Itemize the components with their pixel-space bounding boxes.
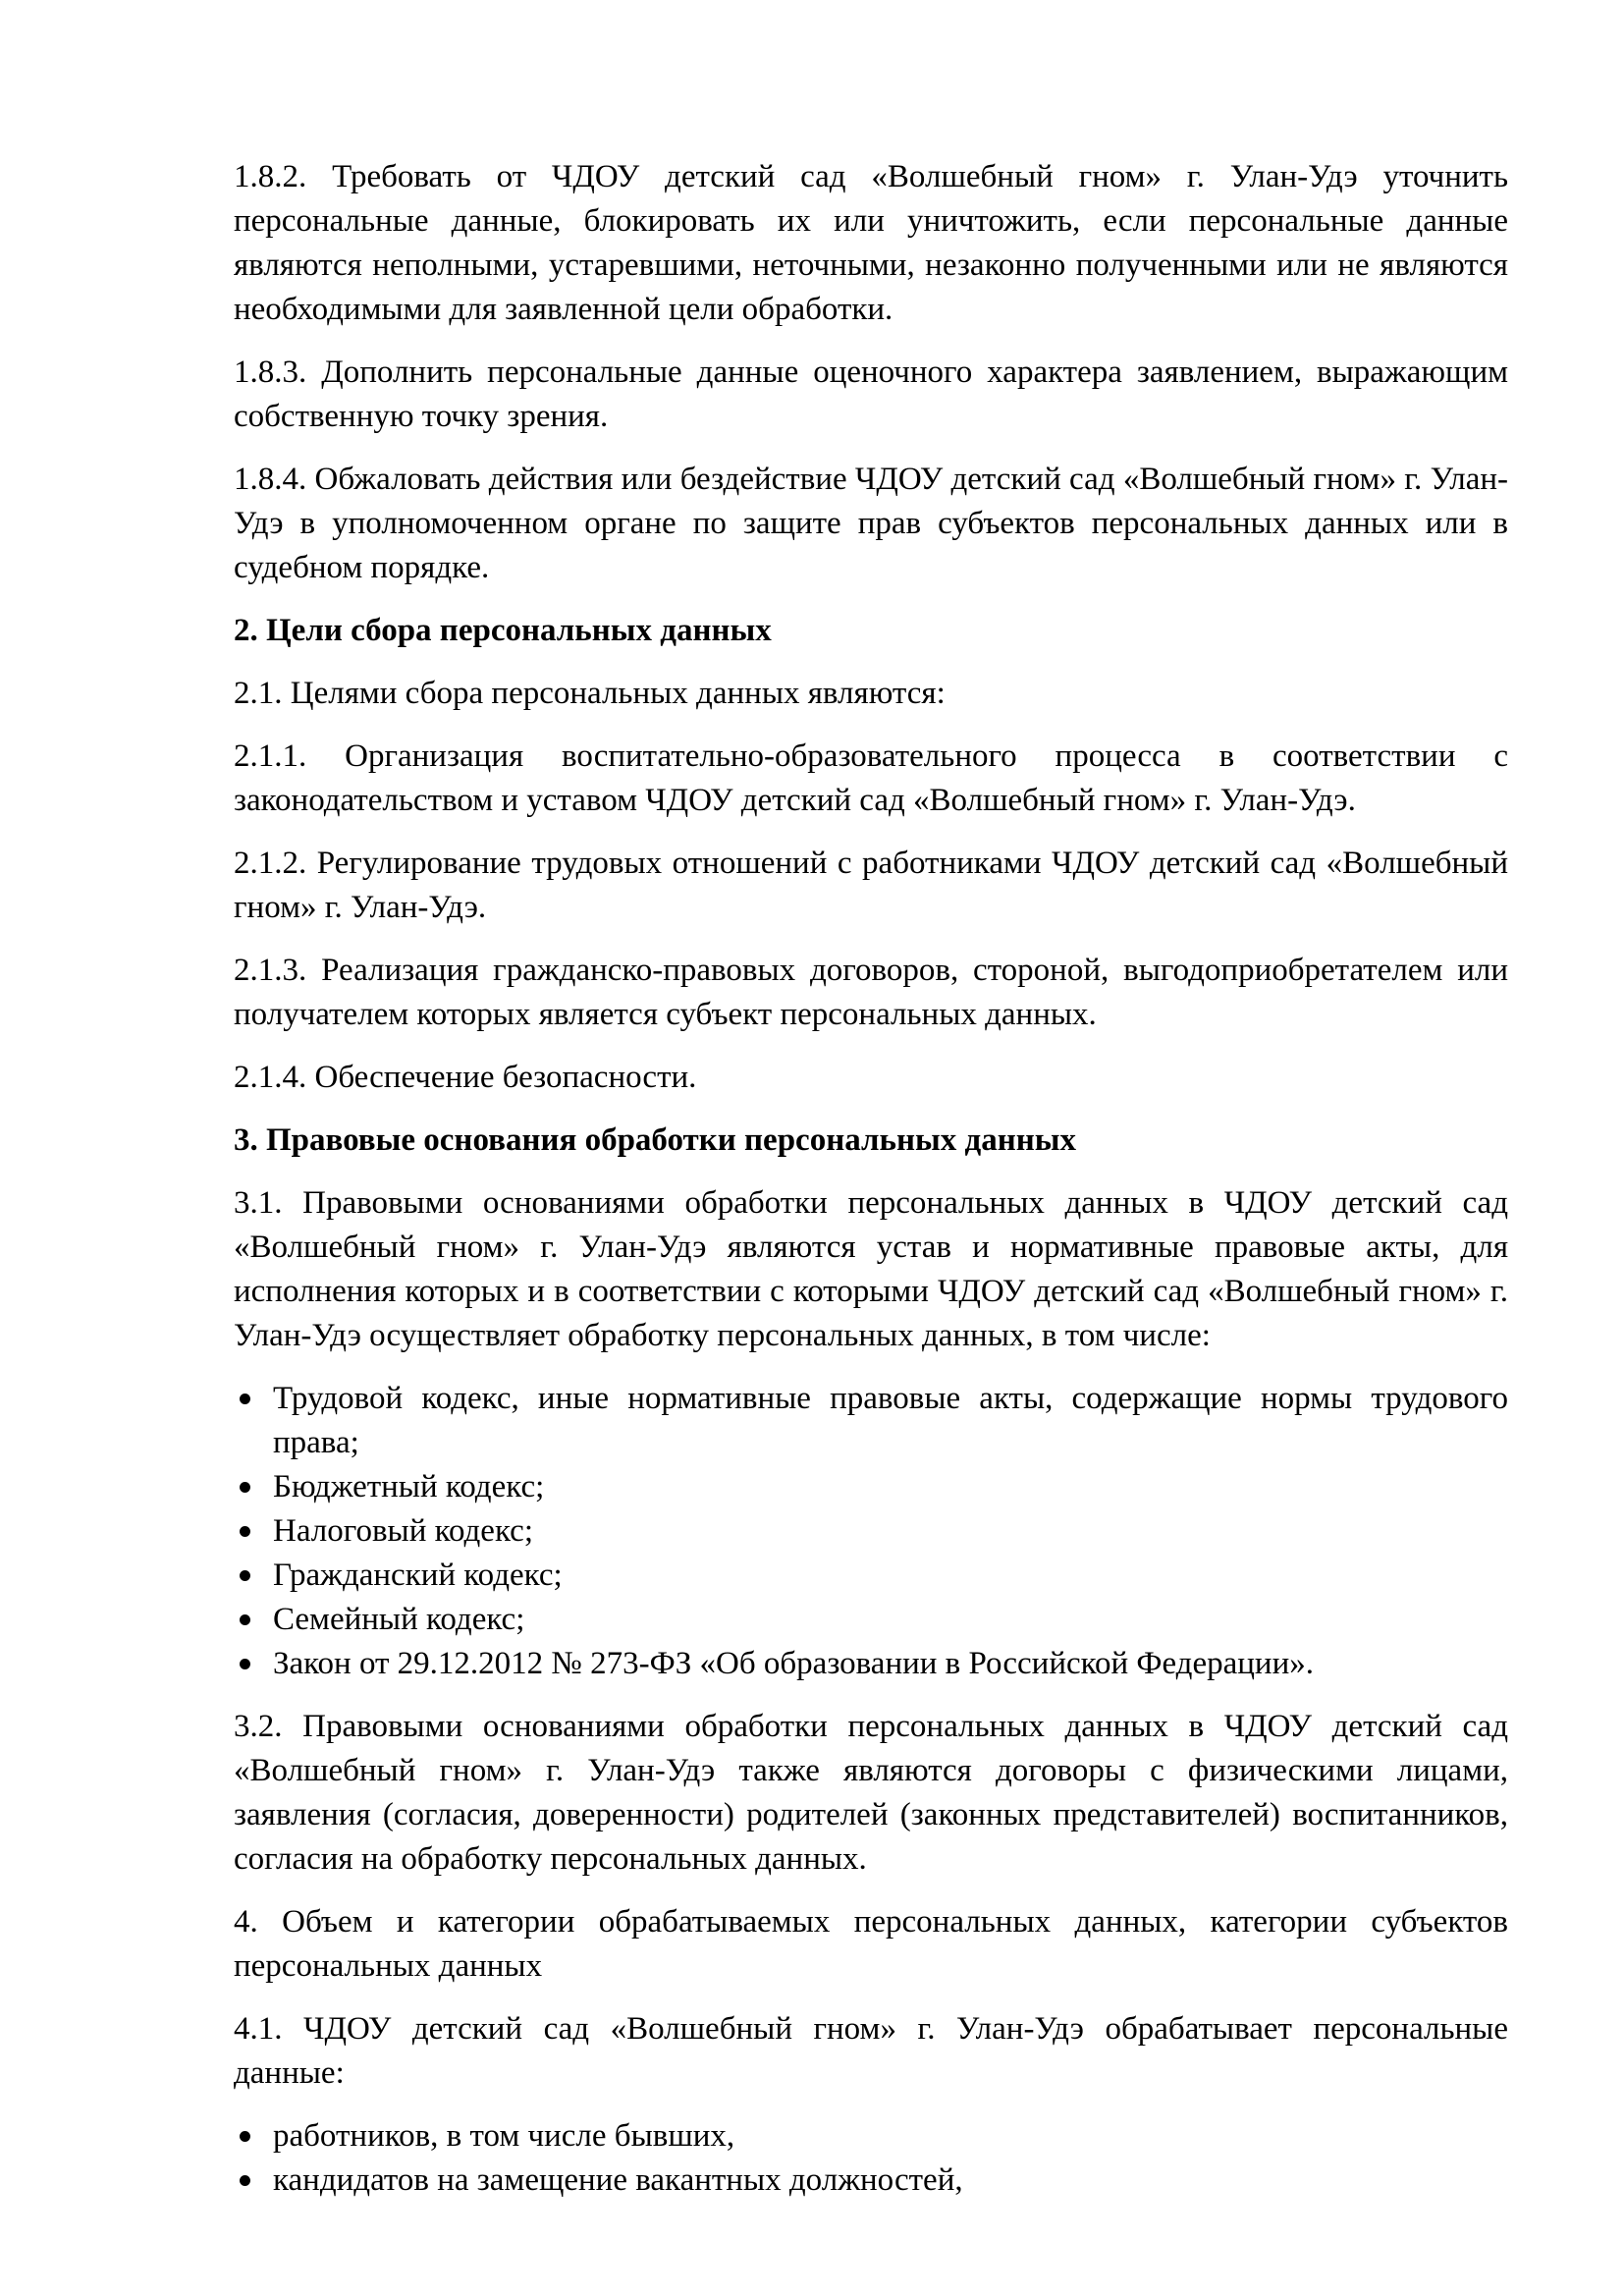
paragraph-2-1-4: 2.1.4. Обеспечение безопасности.	[234, 1060, 697, 1095]
heading-section-2: 2. Цели сбора персональных данных	[234, 613, 772, 648]
paragraph-section-4: 4. Объем и категории обрабатываемых персональных данных, категории субъектов персональных данных	[234, 1904, 1508, 1984]
paragraph-1-8-4: 1.8.4. Обжаловать действия или бездействие ЧДОУ детский сад «Волшебный гном» г. Улан-Удэ в уполномоченном органе по защите прав субъектов персональных данных или в судебном порядке.	[234, 462, 1508, 585]
paragraph-4-1: 4.1. ЧДОУ детский сад «Волшебный гном» г. Улан-Удэ обрабатывает персональные данные:	[234, 2011, 1508, 2091]
paragraph-2-1: 2.1. Целями сбора персональных данных являются:	[234, 676, 946, 711]
paragraph-2-1-2: 2.1.2. Регулирование трудовых отношений с работниками ЧДОУ детский сад «Волшебный гном» г. Улан-Удэ.	[234, 846, 1508, 925]
data-subjects-list	[234, 2114, 1508, 2203]
paragraph-3-2: 3.2. Правовыми основаниями обработки персональных данных в ЧДОУ детский сад «Волшебный гном» г. Улан-Удэ также являются договоры с физическими лицами, заявления (согласия, доверенности) родителей (законных представителей) воспитанников, согласия на обработку персональных данных.	[234, 1709, 1508, 1877]
paragraph-2-1-1: 2.1.1. Организация воспитательно-образовательного процесса в соответствии с законодательством и уставом ЧДОУ детский сад «Волшебный гном» г. Улан-Удэ.	[234, 738, 1508, 818]
list-item: работников, в том числе бывших,	[234, 2114, 1508, 2159]
legal-codes-list	[234, 1377, 1508, 1686]
paragraph-2-1-3: 2.1.3. Реализация гражданско-правовых договоров, стороной, выгодоприобретателем или получателем которых является субъект персональных данных.	[234, 953, 1508, 1032]
paragraph-1-8-2: 1.8.2. Требовать от ЧДОУ детский сад «Волшебный гном» г. Улан-Удэ уточнить персональные данные, блокировать их или уничтожить, если персональные данные являются неполными, устаревшими, неточными, незаконно полученными или не являются необходимыми для заявленной цели обработки.	[234, 159, 1508, 327]
list-item: Гражданский кодекс;	[234, 1554, 1508, 1598]
heading-section-3: 3. Правовые основания обработки персональных данных	[234, 1122, 1076, 1158]
paragraph-1-8-3: 1.8.3. Дополнить персональные данные оценочного характера заявлением, выражающим собственную точку зрения.	[234, 355, 1508, 434]
list-item: Бюджетный кодекс;	[234, 1465, 1508, 1509]
list-item: Трудовой кодекс, иные нормативные правовые акты, содержащие нормы трудового права;	[234, 1377, 1508, 1465]
list-item: Семейный кодекс;	[234, 1598, 1508, 1642]
list-item: Налоговый кодекс;	[234, 1509, 1508, 1554]
list-item: кандидатов на замещение вакантных должностей,	[234, 2159, 1508, 2203]
list-item: Закон от 29.12.2012 № 273-ФЗ «Об образовании в Российской Федерации».	[234, 1642, 1508, 1686]
paragraph-3-1: 3.1. Правовыми основаниями обработки персональных данных в ЧДОУ детский сад «Волшебный гном» г. Улан-Удэ являются устав и нормативные правовые акты, для исполнения которых и в соответствии с которыми ЧДОУ детский сад «Волшебный гном» г. Улан-Удэ осуществляет обработку персональных данных, в том числе:	[234, 1185, 1508, 1353]
